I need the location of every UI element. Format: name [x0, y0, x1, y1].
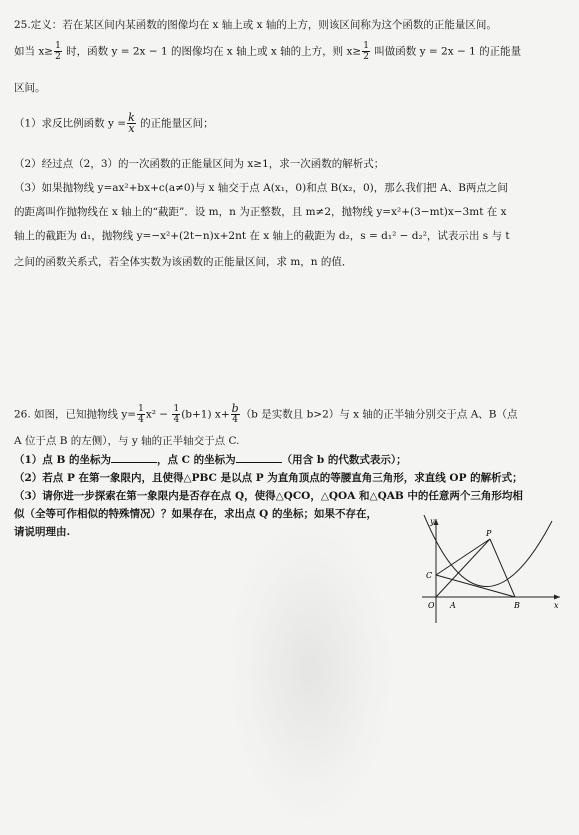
parabola-figure	[414, 515, 564, 625]
q25-example-line	[14, 41, 521, 62]
parabola-diagram	[414, 515, 564, 625]
parabola-curve	[424, 515, 552, 587]
label-y: y	[430, 517, 435, 526]
q26-part3-line3: 请说明理由.	[14, 526, 71, 538]
q25-example-end: 区间。	[14, 82, 46, 94]
q25-part3-line2: 的距离叫作抛物线在 x 轴上的“截距”．设 m，n 为正整数，且 m≠2，抛物线 y=x²+(3−mt)x−3mt 在 x	[14, 206, 507, 218]
q25-definition: 25.定义：若在某区间内某函数的图像均在 x 轴上或 x 轴的上方，则该区间称为这个函数的正能量区间。	[14, 19, 497, 31]
answer-blank-c	[236, 452, 282, 463]
q26-part3-line2: 似（全等可作相似的特殊情况）？如果存在，求出点 Q 的坐标；如果不存在，	[14, 508, 377, 520]
q26-part3-line1: （3）请你进一步探索在第一象限内是否存在点 Q，使得△QCO，△QOA 和△QAB 中的任意两个三角形均相	[14, 490, 523, 502]
q25-part1	[14, 113, 214, 134]
label-x: x	[554, 601, 559, 610]
q25-example-text-a: 如当 x≥	[14, 45, 54, 58]
q25-example-text-c: 叫做函数 y = 2x − 1 的正能量	[370, 45, 522, 58]
fraction-numerator: b	[231, 402, 239, 415]
q26-stem-line2: A 位于点 B 的左侧），与 y 轴的正半轴交于点 C.	[14, 435, 240, 447]
q26-part1-text-a: （1）点 B 的坐标为	[14, 454, 111, 466]
q26-part1-text-b: ，点 C 的坐标为	[157, 454, 236, 466]
label-o: O	[428, 601, 435, 610]
label-b: B	[514, 601, 520, 610]
fraction-denominator: 4	[173, 415, 180, 425]
answer-blank-b	[111, 452, 157, 463]
fraction-numerator: 1	[363, 41, 369, 51]
q26-stem-text-a: 26. 如图，已知抛物线 y=	[14, 408, 137, 421]
label-c: C	[426, 571, 433, 580]
q25-part1-text-a: （1）求反比例函数 y =	[14, 117, 127, 130]
fraction-denominator: x	[128, 122, 135, 135]
fraction-numerator: 1	[55, 41, 61, 51]
q26-part2: （2）若点 P 在第一象限内，且使得△PBC 是以点 P 为直角顶点的等腰直角三角形，求直线 OP 的解析式；	[14, 472, 523, 484]
x-axis-arrow-icon	[554, 595, 560, 600]
fraction-numerator: 1	[138, 404, 144, 414]
q26-stem-text-c: (b+1) x+	[181, 408, 230, 421]
q25-part3-line4: 之间的函数关系式，若全体实数为该函数的正能量区间，求 m，n 的值．	[14, 256, 353, 268]
fraction-half-2	[362, 41, 370, 62]
fraction-b-over-4	[231, 404, 240, 425]
fraction-k-over-x	[127, 113, 136, 134]
fraction-half	[54, 41, 62, 62]
q25-part2: （2）经过点（2，3）的一次函数的正能量区间为 x≥1，求一次函数的解析式；	[14, 158, 385, 170]
q26-stem-text-b: x² −	[145, 408, 172, 421]
q26-part1	[14, 452, 407, 468]
q25-part3-line1: （3）如果抛物线 y=ax²+bx+c(a≠0)与 x 轴交于点 A(x₁，0)和点 B(x₂，0)，那么我们把 A、B两点之间	[14, 182, 508, 194]
q26-stem-text-d: （b 是实数且 b>2）与 x 轴的正半轴分别交于点 A、B（点	[240, 408, 518, 421]
q25-part3-line3: 轴上的截距为 d₁，抛物线 y=−x²+(2t−n)x+2nt 在 x 轴上的截距为 d₂，s = d₁² − d₂²，试表示出 s 与 t	[14, 230, 510, 242]
fraction-numerator: k	[128, 111, 135, 124]
fraction-numerator: 1	[173, 404, 180, 414]
fraction-denominator: 2	[363, 52, 369, 62]
segment-pb	[490, 539, 515, 597]
segment-cp	[436, 539, 490, 575]
fraction-denominator: 4	[138, 415, 144, 425]
segment-cb	[436, 575, 515, 597]
fraction-denominator: 4	[232, 415, 239, 425]
q26-part1-text-c: （用含 b 的代数式表示）；	[281, 454, 407, 466]
q25-part1-text-b: 的正能量区间；	[136, 117, 214, 130]
fraction-one-quarter	[137, 404, 145, 425]
label-a: A	[450, 601, 456, 610]
scan-smudge	[230, 520, 390, 820]
fraction-denominator: 2	[55, 52, 61, 62]
fraction-one-quarter-2	[172, 404, 180, 425]
q26-stem-line1	[14, 404, 518, 425]
q25-example-text-b: 时，函数 y = 2x − 1 的图像均在 x 轴上或 x 轴的上方，则 x≥	[62, 45, 362, 58]
label-p: P	[486, 529, 492, 538]
